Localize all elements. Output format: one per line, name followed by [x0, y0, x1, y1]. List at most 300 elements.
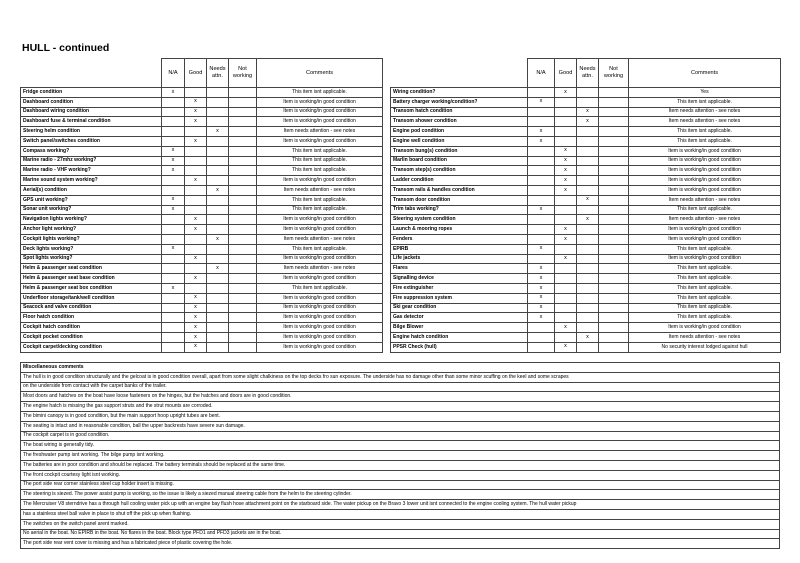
comment-cell: Item needs attention - see notes: [257, 185, 383, 195]
good-mark: x: [555, 166, 577, 176]
checklist-row: [21, 225, 383, 235]
needs-attn-mark: [577, 156, 599, 166]
good-mark: [185, 185, 207, 195]
needs-attn-mark: [577, 293, 599, 303]
good-header: Good: [185, 59, 207, 88]
good-mark: [555, 127, 577, 137]
comment-cell: Item needs attention - see notes: [257, 127, 383, 137]
misc-comment-line: The boat wiring is generally tidy.: [21, 441, 780, 451]
checklist-row: [391, 205, 781, 215]
checklist-item-label: Marine radio - VHF working?: [21, 166, 162, 176]
checklist-item-label: Trim tabs working?: [391, 205, 528, 215]
checklist-row: [391, 264, 781, 274]
checklist-item-label: Gas detector: [391, 313, 528, 323]
na-mark: [162, 303, 185, 313]
checklist-row: [21, 136, 383, 146]
na-mark: [162, 215, 185, 225]
misc-comment-row: [21, 509, 780, 519]
checklist-item-label: Underfloor storage/tank/well condition: [21, 293, 162, 303]
needs-attn-mark: [207, 323, 229, 333]
needs-attn-mark: [577, 254, 599, 264]
needs-attn-mark: [207, 274, 229, 284]
na-mark: x: [162, 205, 185, 215]
na-mark: [162, 97, 185, 107]
na-mark: [528, 156, 555, 166]
not-working-mark: [229, 176, 257, 186]
needs-attn-mark: x: [577, 215, 599, 225]
na-mark: [162, 107, 185, 117]
checklist-item-label: Helm & passenger seat base condition: [21, 274, 162, 284]
comment-cell: This item isnt applicable.: [629, 244, 781, 254]
checklist-item-label: Fire extinguisher: [391, 283, 528, 293]
misc-comment-line: has a stainless steel ball valve in place to shut off the pick up when flushing.: [21, 509, 780, 519]
not-working-header: Not working: [229, 59, 257, 88]
misc-comment-row: [21, 529, 780, 539]
good-mark: x: [555, 323, 577, 333]
checklist-row: [391, 283, 781, 293]
comment-cell: Item is working/in good condition: [257, 254, 383, 264]
checklist-item-label: Helm & passenger seat condition: [21, 264, 162, 274]
checklist-item-label: Marlin board condition: [391, 156, 528, 166]
needs-attn-mark: x: [207, 127, 229, 137]
misc-comment-line: on the underside from contact with the carpet banks of the trailer.: [21, 382, 780, 392]
misc-comment-row: [21, 372, 780, 382]
needs-attn-mark: [207, 97, 229, 107]
needs-attn-mark: [207, 254, 229, 264]
misc-comment-row: [21, 519, 780, 529]
comment-cell: Item is working/in good condition: [257, 342, 383, 352]
misc-comment-row: [21, 480, 780, 490]
comments-header: Comments: [257, 59, 383, 88]
misc-comment-row: [21, 382, 780, 392]
good-mark: [555, 195, 577, 205]
checklist-row: [21, 293, 383, 303]
na-mark: [528, 117, 555, 127]
not-working-mark: [229, 215, 257, 225]
needs-attn-mark: x: [207, 234, 229, 244]
needs-attn-mark: [577, 225, 599, 235]
not-working-mark: [599, 88, 629, 98]
na-mark: [162, 274, 185, 284]
needs-attn-header: Needs attn.: [577, 59, 599, 88]
good-mark: x: [555, 234, 577, 244]
na-mark: [528, 176, 555, 186]
not-working-mark: [229, 264, 257, 274]
checklist-row: [391, 234, 781, 244]
misc-comment-line: No aerial in the boat. No EPIRB in the boat. No flares in the boat. Block type PFD1 and PFD3 jackets are in the boat.: [21, 529, 780, 539]
comment-cell: This item isnt applicable.: [629, 205, 781, 215]
na-mark: [162, 176, 185, 186]
not-working-mark: [229, 313, 257, 323]
checklist-item-label: Launch & mooring ropes: [391, 225, 528, 235]
not-working-mark: [599, 323, 629, 333]
comment-cell: Item needs attention - see notes: [629, 215, 781, 225]
not-working-mark: [599, 166, 629, 176]
checklist-row: [21, 205, 383, 215]
checklist-item-label: Transom shower condition: [391, 117, 528, 127]
needs-attn-mark: [577, 127, 599, 137]
misc-comment-line: The Mercruiser V8 sterndrive has a through hull cooling water pick up with an engine bay flush hose attachment point on the starboard side. The water pickup on the Bravo 3 lower unit isnt connected to the engine cooling system. The hull water pickup: [21, 500, 780, 510]
checklist-item-label: GPS unit working?: [21, 195, 162, 205]
checklist-row: [391, 254, 781, 264]
na-mark: [162, 234, 185, 244]
checklist-item-label: Life jackets: [391, 254, 528, 264]
checklist-item-label: EPIRB: [391, 244, 528, 254]
comment-cell: This item isnt applicable.: [257, 166, 383, 176]
na-mark: [528, 146, 555, 156]
comment-cell: This item isnt applicable.: [257, 244, 383, 254]
good-mark: [555, 313, 577, 323]
comment-cell: This item isnt applicable.: [629, 274, 781, 284]
good-mark: [555, 274, 577, 284]
misc-comment-line: The seating is intact and in reasonable condition, ball the upper backrests have severe sun damage.: [21, 421, 780, 431]
good-mark: [555, 303, 577, 313]
misc-comment-row: [21, 539, 780, 549]
na-mark: [528, 225, 555, 235]
needs-attn-mark: [577, 342, 599, 352]
na-mark: [528, 342, 555, 352]
good-mark: [185, 156, 207, 166]
needs-attn-mark: x: [577, 117, 599, 127]
na-mark: [528, 88, 555, 98]
comment-cell: Item is working/in good condition: [629, 185, 781, 195]
misc-comment-line: Most doors and hatches on the boat have loose fasteners on the hinges, but the hatches and doors are in good condition.: [21, 392, 780, 402]
checklist-row: [21, 97, 383, 107]
not-working-header: Not working: [599, 59, 629, 88]
comment-cell: This item isnt applicable.: [257, 88, 383, 98]
needs-attn-mark: [577, 146, 599, 156]
needs-attn-mark: [207, 244, 229, 254]
good-mark: x: [555, 156, 577, 166]
comments-header: Comments: [629, 59, 781, 88]
comment-cell: This item isnt applicable.: [629, 136, 781, 146]
not-working-mark: [229, 156, 257, 166]
checklist-row: [21, 185, 383, 195]
needs-attn-mark: [577, 274, 599, 284]
comment-cell: This item isnt applicable.: [629, 303, 781, 313]
comment-cell: Item needs attention - see notes: [257, 234, 383, 244]
checklist-row: [391, 225, 781, 235]
checklist-row: [391, 136, 781, 146]
checklist-item-label: Aerial(s) condition: [21, 185, 162, 195]
needs-attn-mark: [207, 88, 229, 98]
checklist-item-label: Transom hatch condition: [391, 107, 528, 117]
good-mark: [185, 127, 207, 137]
comment-cell: Item is working/in good condition: [629, 156, 781, 166]
not-working-mark: [599, 244, 629, 254]
checklist-row: [391, 146, 781, 156]
checklist-item-label: Steering system condition: [391, 215, 528, 225]
not-working-mark: [229, 127, 257, 137]
not-working-mark: [599, 205, 629, 215]
checklist-item-label: Fire suppression system: [391, 293, 528, 303]
na-mark: [528, 215, 555, 225]
misc-comment-line: The batteries are in poor condition and should be replaced. The battery terminals should be replaced at the same time.: [21, 460, 780, 470]
good-mark: [185, 244, 207, 254]
needs-attn-mark: [577, 264, 599, 274]
not-working-mark: [599, 117, 629, 127]
needs-attn-mark: [207, 225, 229, 235]
item-header: [21, 59, 162, 88]
na-mark: [162, 293, 185, 303]
checklist-item-label: Bilge Blower: [391, 323, 528, 333]
good-mark: x: [185, 274, 207, 284]
na-mark: x: [528, 283, 555, 293]
good-header: Good: [555, 59, 577, 88]
needs-attn-mark: [207, 117, 229, 127]
comment-cell: Item is working/in good condition: [629, 225, 781, 235]
checklist-row: [391, 166, 781, 176]
not-working-mark: [229, 274, 257, 284]
good-mark: x: [555, 88, 577, 98]
not-working-mark: [229, 293, 257, 303]
checklist-row: [21, 303, 383, 313]
comment-cell: Item is working/in good condition: [629, 323, 781, 333]
needs-attn-mark: [207, 136, 229, 146]
needs-attn-mark: [207, 205, 229, 215]
good-mark: [555, 264, 577, 274]
checklist-row: [21, 166, 383, 176]
checklist-row: [21, 127, 383, 137]
needs-attn-mark: [577, 97, 599, 107]
not-working-mark: [229, 107, 257, 117]
needs-attn-mark: [207, 195, 229, 205]
needs-attn-mark: [207, 293, 229, 303]
checklist-item-label: Flares: [391, 264, 528, 274]
na-mark: [162, 342, 185, 352]
misc-comment-line: The port side rear corner stainless steel cup holder insert is missing.: [21, 480, 780, 490]
checklist-row: [21, 254, 383, 264]
misc-comment-line: The steering is siezed. The power assist pump is working, so the issue is likely a siezed manual steering cable from the helm to the steering cylinder.: [21, 490, 780, 500]
not-working-mark: [599, 195, 629, 205]
comment-cell: Item is working/in good condition: [257, 117, 383, 127]
comment-cell: Item is working/in good condition: [629, 234, 781, 244]
good-mark: x: [185, 323, 207, 333]
checklist-row: [21, 156, 383, 166]
checklist-row: [21, 283, 383, 293]
na-mark: [162, 136, 185, 146]
comment-cell: Item is working/in good condition: [257, 97, 383, 107]
good-mark: x: [185, 313, 207, 323]
na-mark: x: [528, 293, 555, 303]
comment-cell: This item isnt applicable.: [257, 146, 383, 156]
needs-attn-mark: [207, 156, 229, 166]
checklist-item-label: Dashboard condition: [21, 97, 162, 107]
needs-attn-mark: [207, 313, 229, 323]
checklist-row: [391, 195, 781, 205]
comment-cell: Item is working/in good condition: [257, 176, 383, 186]
checklist-item-label: Cockpit lights working?: [21, 234, 162, 244]
misc-comment-row: [21, 402, 780, 412]
misc-comment-row: [21, 451, 780, 461]
misc-comment-line: The port side rear vent cover is missing and has a fabricated piece of plastic covering the hole.: [21, 539, 780, 549]
comment-cell: This item isnt applicable.: [629, 293, 781, 303]
comment-cell: This item isnt applicable.: [257, 283, 383, 293]
checklist-row: [21, 323, 383, 333]
comment-cell: Item needs attention - see notes: [257, 264, 383, 274]
not-working-mark: [599, 107, 629, 117]
needs-attn-mark: [577, 244, 599, 254]
page-title: HULL - continued: [22, 42, 110, 54]
checklist-item-label: Battery charger working/condition?: [391, 97, 528, 107]
checklist-row: [391, 117, 781, 127]
comment-cell: Item is working/in good condition: [629, 254, 781, 264]
comment-cell: Item is working/in good condition: [257, 323, 383, 333]
not-working-mark: [229, 185, 257, 195]
not-working-mark: [229, 323, 257, 333]
comment-cell: This item isnt applicable.: [629, 264, 781, 274]
needs-attn-mark: [577, 283, 599, 293]
checklist-item-label: Compass working?: [21, 146, 162, 156]
comment-cell: Item is working/in good condition: [257, 215, 383, 225]
checklist-row: [391, 97, 781, 107]
good-mark: x: [555, 342, 577, 352]
comment-cell: Item is working/in good condition: [257, 313, 383, 323]
checklist-item-label: Navigation lights working?: [21, 215, 162, 225]
misc-comment-line: The engine hatch is missing the gas support struts and the strut mounts are corroded.: [21, 402, 780, 412]
na-mark: [162, 264, 185, 274]
comment-cell: Item is working/in good condition: [257, 293, 383, 303]
not-working-mark: [229, 254, 257, 264]
comment-cell: Yes: [629, 88, 781, 98]
good-mark: [185, 234, 207, 244]
not-working-mark: [599, 332, 629, 342]
checklist-row: [391, 313, 781, 323]
checklist-row: [21, 234, 383, 244]
good-mark: x: [185, 136, 207, 146]
comment-cell: Item needs attention - see notes: [629, 117, 781, 127]
checklist-item-label: Marine radio - 27mhz working?: [21, 156, 162, 166]
not-working-mark: [599, 274, 629, 284]
checklist-row: [391, 274, 781, 284]
good-mark: x: [555, 176, 577, 186]
good-mark: [185, 205, 207, 215]
comment-cell: Item is working/in good condition: [629, 166, 781, 176]
not-working-mark: [599, 264, 629, 274]
good-mark: x: [555, 254, 577, 264]
na-mark: x: [162, 195, 185, 205]
not-working-mark: [599, 225, 629, 235]
na-mark: x: [528, 313, 555, 323]
checklist-item-label: Cockpit hatch condition: [21, 323, 162, 333]
not-working-mark: [599, 97, 629, 107]
na-mark: [162, 117, 185, 127]
checklist-row: [21, 117, 383, 127]
checklist-item-label: PPSR Check (hull): [391, 342, 528, 352]
checklist-item-label: Fridge condition: [21, 88, 162, 98]
checklist-row: [21, 176, 383, 186]
misc-comment-row: [21, 500, 780, 510]
checklist-row: [391, 323, 781, 333]
good-mark: [185, 283, 207, 293]
misc-comment-line: The switches on the switch panel arent marked.: [21, 519, 780, 529]
checklist-item-label: Ladder condition: [391, 176, 528, 186]
misc-comment-line: The front cockpit courtesy light isnt working.: [21, 470, 780, 480]
checklist-item-label: Anchor light working?: [21, 225, 162, 235]
not-working-mark: [599, 185, 629, 195]
misc-comment-line: The cockpit carpet is in good condition.: [21, 431, 780, 441]
not-working-mark: [599, 342, 629, 352]
not-working-mark: [229, 303, 257, 313]
na-mark: [162, 127, 185, 137]
misc-comments-table: [20, 362, 780, 549]
good-mark: [185, 166, 207, 176]
na-mark: [528, 332, 555, 342]
misc-comment-row: [21, 441, 780, 451]
good-mark: [555, 136, 577, 146]
good-mark: x: [185, 303, 207, 313]
good-mark: x: [185, 332, 207, 342]
comment-cell: Item needs attention - see notes: [629, 195, 781, 205]
checklist-row: [21, 313, 383, 323]
checklist-row: [391, 185, 781, 195]
checklist-item-label: Ski gear condition: [391, 303, 528, 313]
checklist-row: [21, 264, 383, 274]
misc-comment-line: The hull is in good condition structurally and the gelcoat is in good condition overall, apart from some slight chalkiness on the top decks fro sun exposure. The underside has no damage other than some minor scuffing on the keel and some scrapes: [21, 372, 780, 382]
checklist-item-label: Helm & passenger seat box condition: [21, 283, 162, 293]
checklist-row: [391, 303, 781, 313]
misc-comment-row: [21, 411, 780, 421]
needs-attn-mark: [207, 303, 229, 313]
checklist-item-label: Steering helm condition: [21, 127, 162, 137]
checklist-item-label: Transom bung(s) condition: [391, 146, 528, 156]
comment-cell: Item is working/in good condition: [257, 136, 383, 146]
good-mark: [555, 293, 577, 303]
comment-cell: This item isnt applicable.: [257, 205, 383, 215]
good-mark: [555, 244, 577, 254]
checklist-row: [21, 215, 383, 225]
good-mark: x: [185, 225, 207, 235]
checklist-row: [391, 176, 781, 186]
checklist-row: [21, 88, 383, 98]
right-checklist-table: [390, 58, 781, 353]
not-working-mark: [229, 205, 257, 215]
not-working-mark: [229, 332, 257, 342]
checklist-row: [391, 332, 781, 342]
not-working-mark: [599, 303, 629, 313]
comment-cell: No security interest lodged against hull: [629, 342, 781, 352]
needs-attn-mark: [207, 176, 229, 186]
na-mark: [162, 313, 185, 323]
checklist-row: [391, 107, 781, 117]
na-mark: x: [162, 156, 185, 166]
not-working-mark: [599, 176, 629, 186]
misc-heading-row: [21, 363, 780, 373]
not-working-mark: [599, 156, 629, 166]
not-working-mark: [229, 146, 257, 156]
checklist-row: [21, 332, 383, 342]
na-mark: x: [162, 244, 185, 254]
needs-attn-mark: x: [577, 195, 599, 205]
na-mark: x: [162, 146, 185, 156]
na-mark: x: [528, 136, 555, 146]
good-mark: x: [185, 107, 207, 117]
not-working-mark: [229, 234, 257, 244]
misc-comment-row: [21, 470, 780, 480]
needs-attn-mark: [577, 303, 599, 313]
misc-comment-row: [21, 392, 780, 402]
item-header: [391, 59, 528, 88]
not-working-mark: [599, 254, 629, 264]
checklist-row: [21, 195, 383, 205]
good-mark: [185, 146, 207, 156]
good-mark: [555, 205, 577, 215]
checklist-item-label: Dashboard wiring condition: [21, 107, 162, 117]
na-mark: [162, 332, 185, 342]
good-mark: [555, 97, 577, 107]
checklist-row: [391, 342, 781, 352]
good-mark: x: [185, 342, 207, 352]
